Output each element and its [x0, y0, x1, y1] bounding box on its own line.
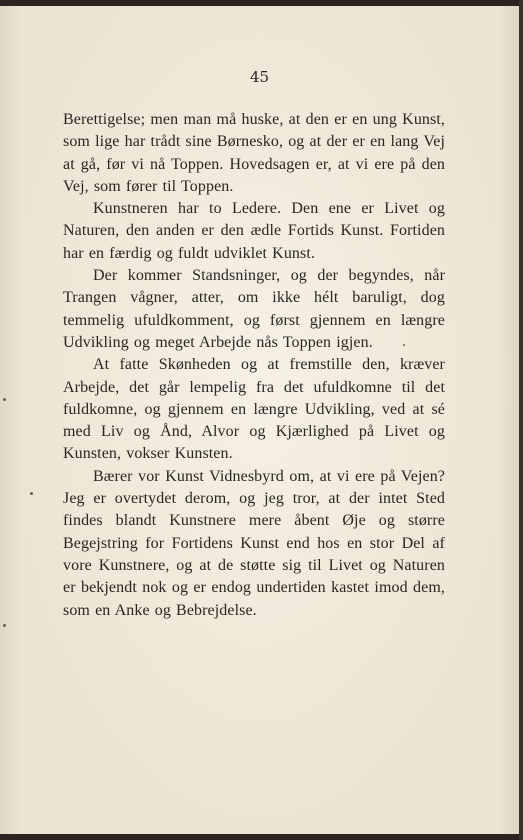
paper-speck: [3, 398, 6, 401]
page-number: 45: [249, 68, 270, 86]
page-body: [63, 109, 445, 622]
book-page: [0, 6, 519, 834]
paragraph-5: Bærer vor Kunst Vidnesbyrd om, at vi ere på Vejen? Jeg er overtydet derom, og jeg tror, at der intet Sted findes blandt Kunstnere mere åbent Øje og større Begejstring for Fortidens Kunst end hos en stor Del af vore Kunstnere, og at de støtte sig til Livet og Naturen er bekjendt nok og er endog undertiden kastet imod dem, som en Anke og Bebrejdelse.: [63, 467, 445, 619]
paper-speck: [403, 344, 405, 346]
paragraph-1: Berettigelse; men man må huske, at den er en ung Kunst, som lige har trådt sine Børnesko, og at der er en lang Vej at gå, før vi nå Toppen. Hovedsagen er, at vi ere på den Vej, som fører til Toppen.: [63, 111, 445, 195]
paragraph-3: Der kommer Standsninger, og der begyndes, når Trangen vågner, atter, om ikke hélt baruligt, dog temmelig ufuldkomment, og først gjennem en længre Udvikling og meget Arbejde nås Toppen igjen.: [63, 267, 445, 351]
page-edge: [519, 0, 523, 840]
paper-speck: [30, 492, 33, 495]
paragraph-2: Kunstneren har to Ledere. Den ene er Livet og Naturen, den anden er den ædle Fortids Kunst. Fortiden har en færdig og fuldt udviklet Kunst.: [63, 200, 445, 262]
paragraph-4: At fatte Skønheden og at fremstille den, kræver Arbejde, det går lempelig fra det ufuldkomne til det fuldkomne, og gjennem en længre Udvikling, ved at sé med Liv og Ånd, Alvor og Kjærlighed på Livet og Kunsten, vokser Kunsten.: [63, 356, 445, 463]
paper-speck: [3, 624, 6, 627]
